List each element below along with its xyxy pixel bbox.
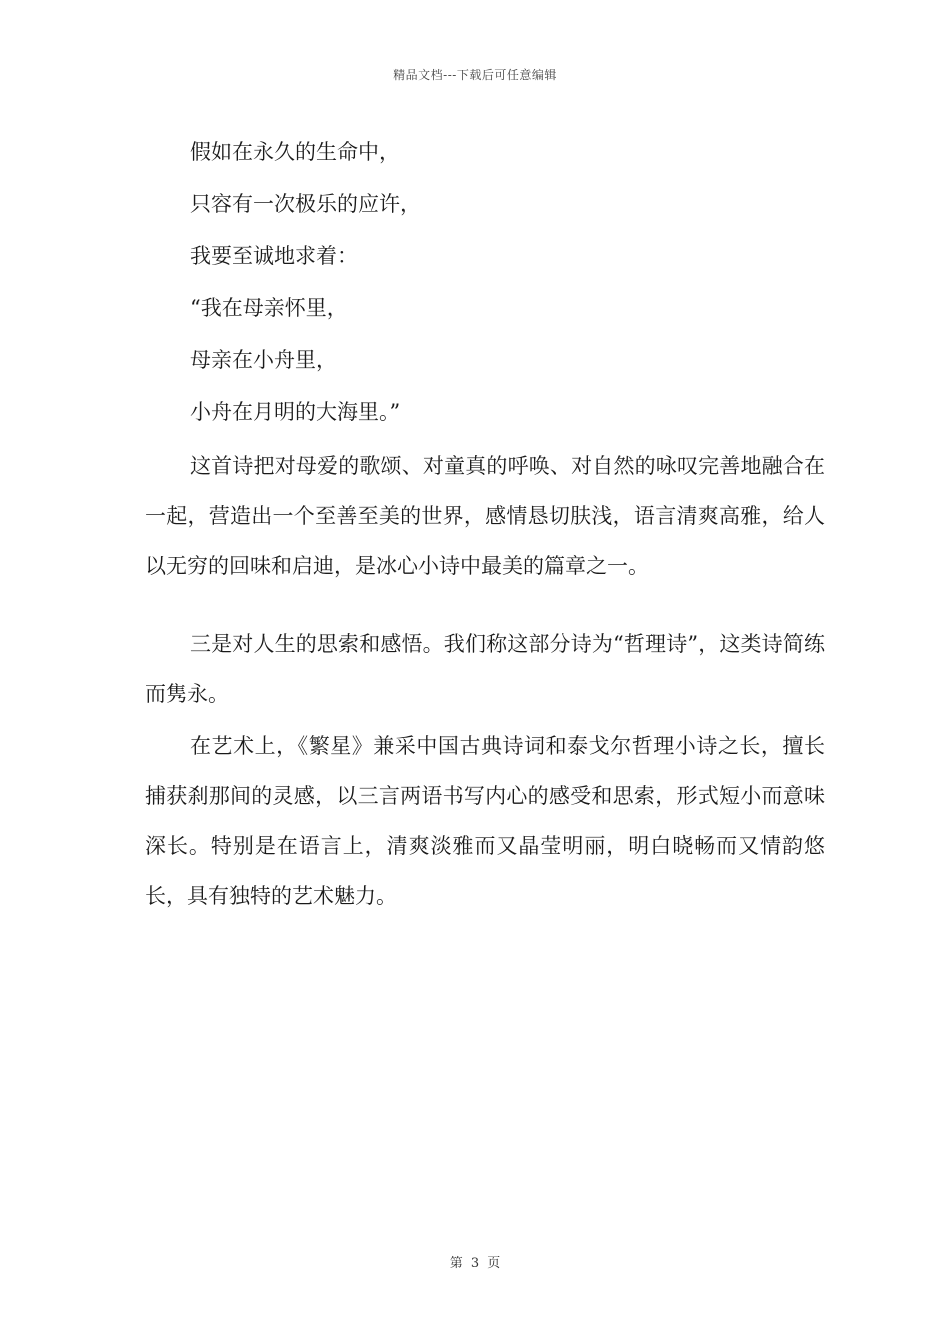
poem-line: 我要至诚地求着： [190,244,358,268]
poem-line: 假如在永久的生命中， [190,140,400,164]
paragraph-poem-commentary: 这首诗把对母爱的歌颂、对童真的呼唤、对自然的咏叹完善地融合在一起，营造出一个至善至美的世界，感情恳切肤浅，语言清爽高雅，给人以无穷的回味和启迪，是冰心小诗中最美的篇章之一。 [145,454,825,578]
poem-line: 只容有一次极乐的应许， [190,192,421,216]
poem-line: 小舟在月明的大海里。” [190,400,401,424]
paragraph-philosophy-poems: 三是对人生的思索和感悟。我们称这部分诗为“哲理诗”，这类诗简练而隽永。 [145,632,825,706]
poem-block [145,130,825,442]
page-number: 第 3 页 [449,1256,501,1271]
poem-line: “我在母亲怀里， [190,296,348,320]
poem-line: 母亲在小舟里， [190,348,337,372]
document-body [145,130,825,921]
paragraph-artistic-style: 在艺术上，《繁星》兼采中国古典诗词和泰戈尔哲理小诗之长，擅长捕获刹那间的灵感，以三言两语书写内心的感受和思索，形式短小而意味深长。特别是在语言上，清爽淡雅而又晶莹明丽，明白晓畅而又情韵悠长，具有独特的艺术魅力。 [145,734,825,908]
page-header: 精品文档---下载后可任意编辑 [393,68,557,82]
